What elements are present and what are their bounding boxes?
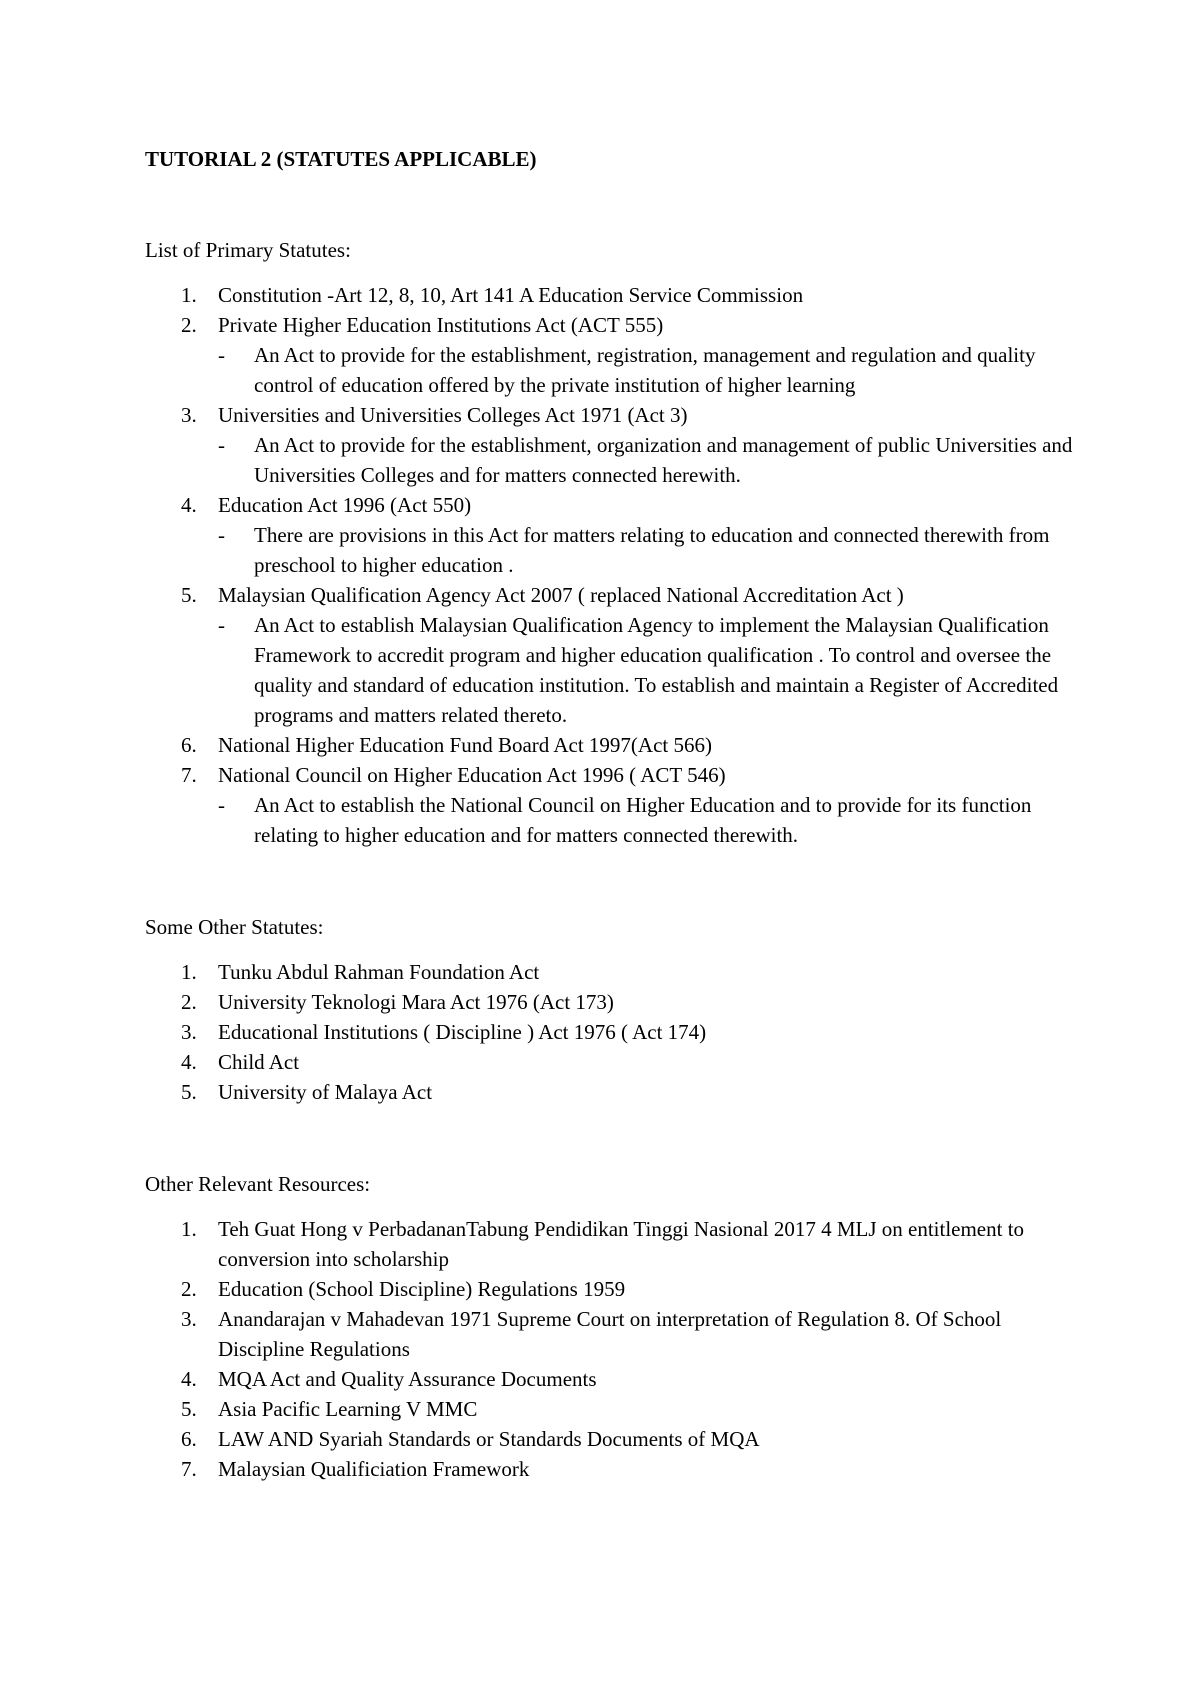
item-number: 2. bbox=[181, 1277, 197, 1301]
item-number: 4. bbox=[181, 493, 197, 517]
item-text: Anandarajan v Mahadevan 1971 Supreme Court on interpretation of Regulation 8. Of School Discipline Regulations bbox=[218, 1307, 1002, 1361]
item-text: Private Higher Education Institutions Act (ACT 555) bbox=[218, 313, 664, 337]
list-item bbox=[145, 280, 1080, 310]
dash-marker: - bbox=[218, 613, 225, 637]
note-text: An Act to provide for the establishment, organization and management of public Universities and Universities Colleges and for matters connected herewith. bbox=[254, 433, 1073, 487]
item-number: 4. bbox=[181, 1367, 197, 1391]
page-title: TUTORIAL 2 (STATUTES APPLICABLE) bbox=[145, 147, 537, 171]
list-item bbox=[145, 580, 1080, 730]
item-number: 3. bbox=[181, 1020, 197, 1044]
list-item bbox=[145, 1274, 1080, 1304]
list-item bbox=[145, 760, 1080, 850]
list-item bbox=[145, 1304, 1080, 1364]
other-statutes-heading: Some Other Statutes: bbox=[145, 915, 324, 939]
list-item bbox=[145, 490, 1080, 580]
item-number: 2. bbox=[181, 990, 197, 1014]
resources-heading: Other Relevant Resources: bbox=[145, 1172, 371, 1196]
dash-marker: - bbox=[218, 523, 225, 547]
list-item bbox=[145, 987, 1080, 1017]
item-number: 5. bbox=[181, 1080, 197, 1104]
resources-list bbox=[145, 1214, 1080, 1484]
item-number: 5. bbox=[181, 1397, 197, 1421]
item-text: Teh Guat Hong v PerbadananTabung Pendidikan Tinggi Nasional 2017 4 MLJ on entitlement to conversion into scholarship bbox=[218, 1217, 1025, 1271]
item-text: Tunku Abdul Rahman Foundation Act bbox=[218, 960, 540, 984]
list-item bbox=[145, 400, 1080, 490]
item-text: Constitution -Art 12, 8, 10, Art 141 A Education Service Commission bbox=[218, 283, 804, 307]
primary-statutes-list bbox=[145, 280, 1080, 850]
item-text: Child Act bbox=[218, 1050, 300, 1074]
item-text: University of Malaya Act bbox=[218, 1080, 433, 1104]
list-item bbox=[145, 310, 1080, 400]
section-spacer bbox=[145, 850, 1080, 912]
item-number: 1. bbox=[181, 960, 197, 984]
note-text: There are provisions in this Act for matters relating to education and connected therewith from preschool to higher education . bbox=[254, 523, 1050, 577]
note-text: An Act to provide for the establishment, registration, management and regulation and quality control of education offered by the private institution of higher learning bbox=[254, 343, 1036, 397]
item-text: Asia Pacific Learning V MMC bbox=[218, 1397, 478, 1421]
item-number: 3. bbox=[181, 1307, 197, 1331]
item-number: 5. bbox=[181, 583, 197, 607]
list-item bbox=[145, 1394, 1080, 1424]
item-number: 6. bbox=[181, 733, 197, 757]
item-notes bbox=[218, 610, 1080, 730]
item-text: LAW AND Syariah Standards or Standards Documents of MQA bbox=[218, 1427, 760, 1451]
dash-marker: - bbox=[218, 433, 225, 457]
dash-marker: - bbox=[218, 343, 225, 367]
item-text: University Teknologi Mara Act 1976 (Act 173) bbox=[218, 990, 614, 1014]
item-text: Malaysian Qualification Agency Act 2007 ( replaced National Accreditation Act ) bbox=[218, 583, 904, 607]
item-number: 1. bbox=[181, 1217, 197, 1241]
item-text: Education (School Discipline) Regulations 1959 bbox=[218, 1277, 626, 1301]
note-item bbox=[218, 520, 1080, 580]
item-number: 2. bbox=[181, 313, 197, 337]
item-number: 7. bbox=[181, 1457, 197, 1481]
other-statutes-section bbox=[145, 912, 1080, 1107]
item-text: National Council on Higher Education Act 1996 ( ACT 546) bbox=[218, 763, 726, 787]
item-number: 4. bbox=[181, 1050, 197, 1074]
list-item bbox=[145, 1214, 1080, 1274]
item-text: MQA Act and Quality Assurance Documents bbox=[218, 1367, 597, 1391]
note-item bbox=[218, 340, 1080, 400]
list-item bbox=[145, 1047, 1080, 1077]
other-statutes-list bbox=[145, 957, 1080, 1107]
list-item bbox=[145, 1364, 1080, 1394]
item-number: 1. bbox=[181, 283, 197, 307]
item-text: Universities and Universities Colleges Act 1971 (Act 3) bbox=[218, 403, 688, 427]
primary-statutes-heading: List of Primary Statutes: bbox=[145, 238, 351, 262]
note-item bbox=[218, 610, 1080, 730]
item-text: National Higher Education Fund Board Act 1997(Act 566) bbox=[218, 733, 712, 757]
item-number: 3. bbox=[181, 403, 197, 427]
item-notes bbox=[218, 340, 1080, 400]
item-text: Malaysian Qualificiation Framework bbox=[218, 1457, 530, 1481]
resources-section bbox=[145, 1169, 1080, 1484]
item-notes bbox=[218, 520, 1080, 580]
item-text: Education Act 1996 (Act 550) bbox=[218, 493, 472, 517]
list-item bbox=[145, 730, 1080, 760]
item-text: Educational Institutions ( Discipline ) Act 1976 ( Act 174) bbox=[218, 1020, 707, 1044]
item-number: 6. bbox=[181, 1427, 197, 1451]
note-text: An Act to establish the National Council on Higher Education and to provide for its function relating to higher education and for matters connected therewith. bbox=[254, 793, 1032, 847]
primary-statutes-section bbox=[145, 235, 1080, 850]
list-item bbox=[145, 1424, 1080, 1454]
list-item bbox=[145, 1017, 1080, 1047]
list-item bbox=[145, 1454, 1080, 1484]
note-item bbox=[218, 430, 1080, 490]
note-text: An Act to establish Malaysian Qualification Agency to implement the Malaysian Qualification Framework to accredit program and higher education qualification . To control and oversee the quality and standard of education institution. To establish and maintain a Register of Accredited programs and matters related thereto. bbox=[254, 613, 1059, 727]
list-item bbox=[145, 1077, 1080, 1107]
note-item bbox=[218, 790, 1080, 850]
dash-marker: - bbox=[218, 793, 225, 817]
item-number: 7. bbox=[181, 763, 197, 787]
list-item bbox=[145, 957, 1080, 987]
item-notes bbox=[218, 790, 1080, 850]
item-notes bbox=[218, 430, 1080, 490]
section-spacer bbox=[145, 1107, 1080, 1169]
